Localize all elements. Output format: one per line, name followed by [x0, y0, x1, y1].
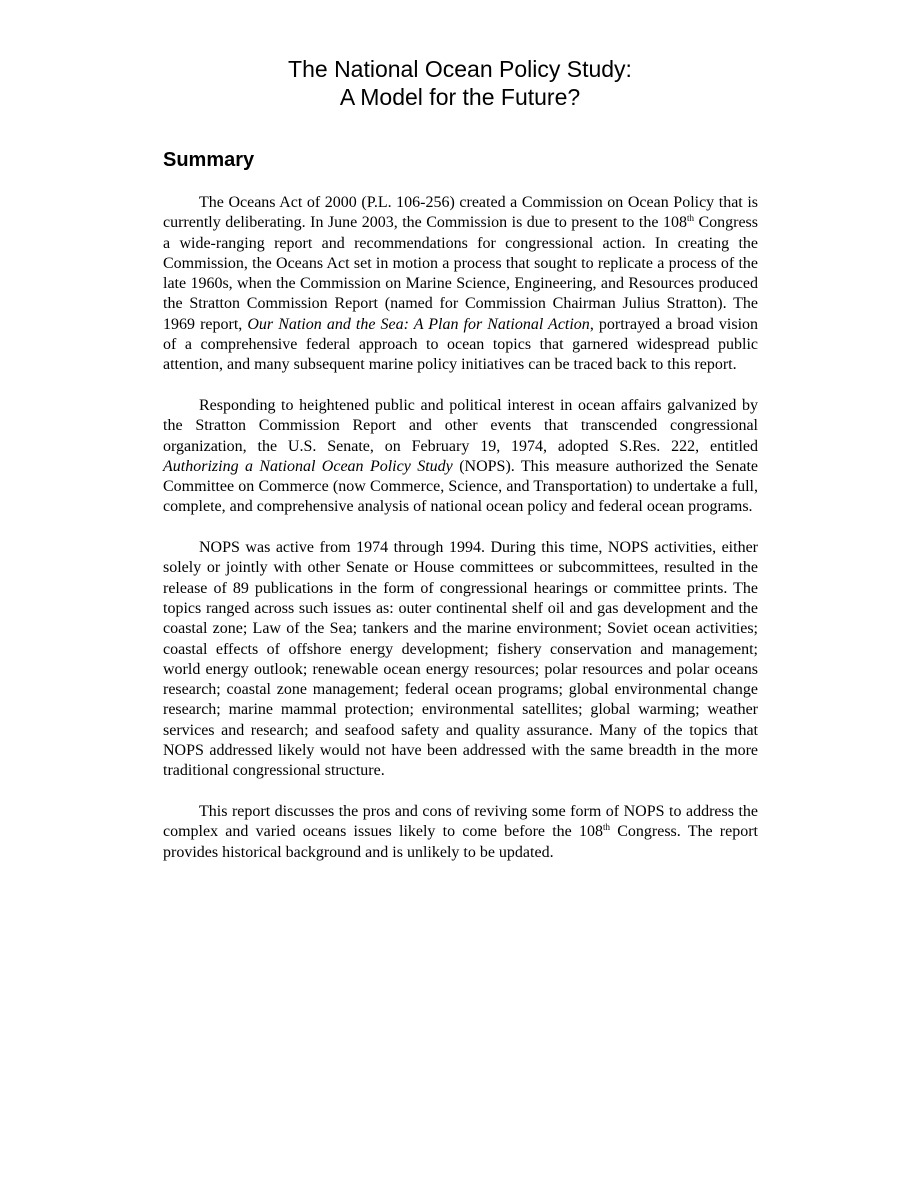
- superscript-ordinal: th: [603, 822, 611, 833]
- paragraph-text: This report discusses the pros and cons of reviving some form of NOPS to address the complex and varied oceans issues likely to come before the 108: [163, 802, 758, 841]
- summary-paragraph-1: [163, 193, 758, 376]
- paragraph-text: , portrayed a broad vision of a comprehensive federal approach to ocean topics that garnered widespread public attention, and many subsequent marine policy initiatives can be traced back to this report.: [163, 315, 759, 374]
- paragraph-text: Congress. The report provides historical background and is unlikely to be updated.: [163, 823, 758, 861]
- paragraph-text: Responding to heightened public and political interest in ocean affairs galvanized by the Stratton Commission Report and other events that transcended congressional organization, the U.S. Senate, on February 19, 1974, adopted S.Res. 222, entitled: [163, 396, 758, 455]
- report-title-line-1: The National Ocean Policy Study:: [288, 56, 632, 82]
- resolution-title-italic: Authorizing a National Ocean Policy Study: [163, 457, 453, 475]
- report-title: [0, 55, 920, 111]
- paragraph-text: NOPS was active from 1974 through 1994. During this time, NOPS activities, either solely or jointly with other Senate or House committees or subcommittees, resulted in the release of 89 publications in the form of congressional hearings or committee prints. The topics ranged across such issues as: outer continental shelf oil and gas development and the coastal zone; Law of the Sea; tankers and the marine environment; Soviet ocean activities; coastal effects of offshore energy development; fishery conservation and management; world energy outlook; renewable ocean energy resources; polar resources and polar oceans research; coastal zone management; federal ocean programs; global environmental change research; marine mammal protection; environmental satellites; global warming; weather services and research; and seafood safety and quality assurance. Many of the topics that NOPS addressed likely would not have been addressed with the same breadth in the more traditional congressional structure.: [163, 539, 758, 780]
- report-title-line-2: A Model for the Future?: [339, 84, 581, 110]
- summary-paragraph-4: [163, 802, 758, 863]
- report-title-italic: Our Nation and the Sea: A Plan for National Action: [247, 315, 590, 333]
- paragraph-text: Congress a wide-ranging report and recommendations for congressional action. In creating the Commission, the Oceans Act set in motion a process that sought to replicate a process of the late 1960s, when the Commission on Marine Science, Engineering, and Resources produced the Stratton Commission Report (named for Commission Chairman Julius Stratton). The 1969 report,: [163, 214, 759, 333]
- summary-heading: Summary: [163, 149, 255, 171]
- paragraph-text: (NOPS). This measure authorized the Senate Committee on Commerce (now Commerce, Science, and Transportation) to undertake a full, complete, and comprehensive analysis of national ocean policy and federal ocean programs.: [163, 457, 758, 516]
- superscript-ordinal: th: [686, 213, 694, 224]
- summary-body: [163, 193, 758, 863]
- summary-paragraph-2: [163, 396, 758, 518]
- paragraph-text: The Oceans Act of 2000 (P.L. 106-256) created a Commission on Ocean Policy that is currently deliberating. In June 2003, the Commission is due to present to the 108: [163, 194, 758, 232]
- summary-paragraph-3: [163, 538, 758, 782]
